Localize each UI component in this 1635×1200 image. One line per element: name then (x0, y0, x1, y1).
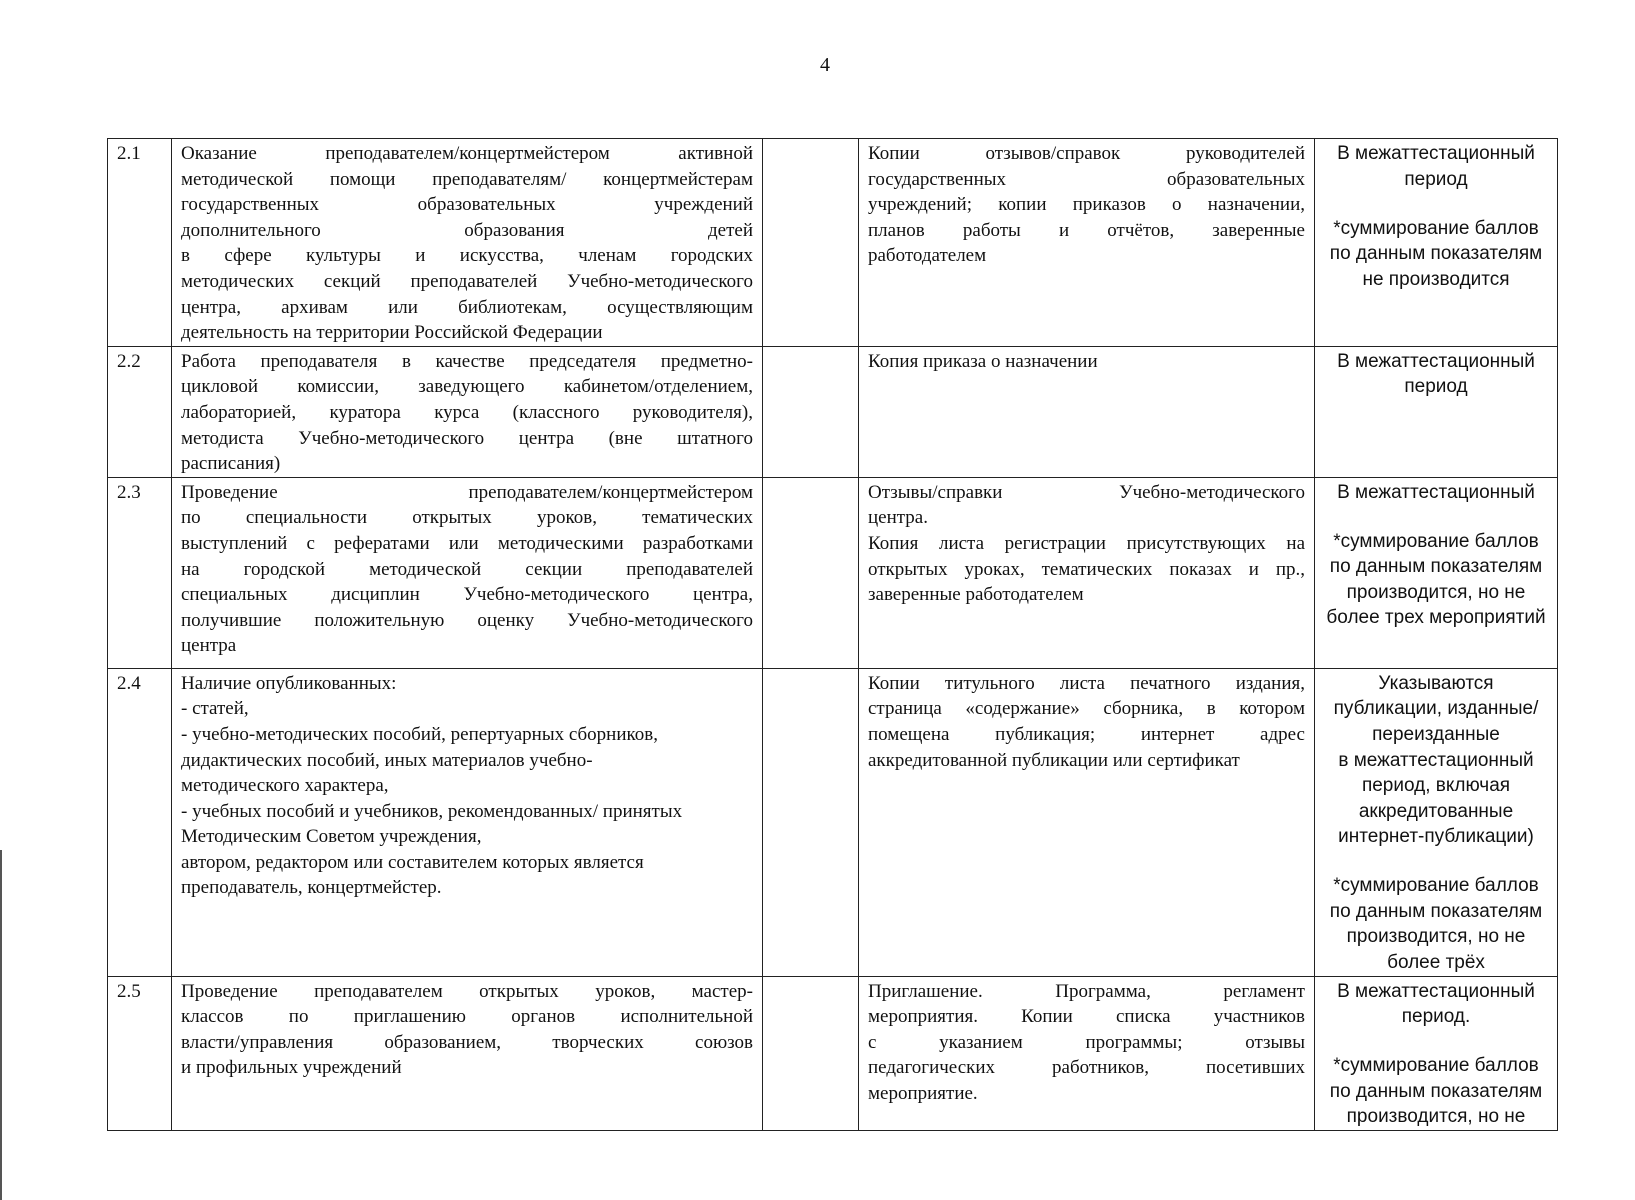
table-row (108, 346, 1558, 477)
table-row (108, 976, 1558, 1130)
criterion-description: Проведение преподавателем/концертмейстером по специальности открытых уроков, тематических выступлений с рефератами или методическими разработками на городской методической секции преподавателей специальных дисциплин Учебно-методического центра, получившие положительную оценку Учебно-методического центра (172, 477, 763, 668)
table-row (108, 668, 1558, 976)
table-row (108, 477, 1558, 668)
criterion-description: Работа преподавателя в качестве председателя предметно- цикловой комиссии, заведующего кабинетом/отделением, лабораторией, куратора курса (классного руководителя), методиста Учебно-методического центра (вне штатного расписания) (172, 346, 763, 477)
confirming-documents: Отзывы/справки Учебно-методического центра. Копия листа регистрации присутствующих на открытых уроках, тематических показах и пр., заверенные работодателем (859, 477, 1315, 668)
confirming-documents: Приглашение. Программа, регламент мероприятия. Копии списка участников с указанием программы; отзывы педагогических работников, посетивших мероприятие. (859, 976, 1315, 1130)
period-note: В межаттестационный период (1315, 346, 1558, 477)
scan-edge-mark (0, 850, 2, 1200)
score-cell (763, 976, 859, 1130)
confirming-documents: Копия приказа о назначении (859, 346, 1315, 477)
row-number: 2.3 (108, 477, 172, 668)
score-cell (763, 139, 859, 347)
row-number: 2.4 (108, 668, 172, 976)
criterion-description: Проведение преподавателем открытых уроков, мастер- классов по приглашению органов исполнительной власти/управления образованием, творческих союзов и профильных учреждений (172, 976, 763, 1130)
period-note: В межаттестационный *суммирование баллов по данным показателям производится, но не более трех мероприятий (1315, 477, 1558, 668)
period-note: В межаттестационный период *суммирование баллов по данным показателям не производится (1315, 139, 1558, 347)
confirming-documents: Копии титульного листа печатного издания, страница «содержание» сборника, в котором помещена публикация; интернет адрес аккредитованной публикации или сертификат (859, 668, 1315, 976)
score-cell (763, 346, 859, 477)
table-row (108, 139, 1558, 347)
row-number: 2.5 (108, 976, 172, 1130)
score-cell (763, 477, 859, 668)
criterion-description: Наличие опубликованных: - статей, - учебно-методических пособий, репертуарных сборников, дидактических пособий, иных материалов учебно- методического характера, - учебных пособий и учебников, рекомендованных/ принятых Методическим Советом учреждения, автором, редактором или составителем которых является преподаватель, концертмейстер. (172, 668, 763, 976)
row-number: 2.2 (108, 346, 172, 477)
criteria-table (107, 138, 1558, 1131)
criterion-description: Оказание преподавателем/концертмейстером активной методической помощи преподавателям/ концертмейстерам государственных образовательных учреждений дополнительного образования детей в сфере культуры и искусства, членам городских методических секций преподавателей Учебно-методического центра, архивам или библиотекам, осуществляющим деятельность на территории Российской Федерации (172, 139, 763, 347)
page-number: 4 (820, 54, 830, 76)
confirming-documents: Копии отзывов/справок руководителей государственных образовательных учреждений; копии приказов о назначении, планов работы и отчётов, заверенные работодателем (859, 139, 1315, 347)
score-cell (763, 668, 859, 976)
period-note: В межаттестационный период. *суммирование баллов по данным показателям производится, но не (1315, 976, 1558, 1130)
period-note: Указываются публикации, изданные/ переизданные в межаттестационный период, включая аккредитованные интернет-публикации) *суммирование баллов по данным показателям производится, но не более трёх (1315, 668, 1558, 976)
row-number: 2.1 (108, 139, 172, 347)
